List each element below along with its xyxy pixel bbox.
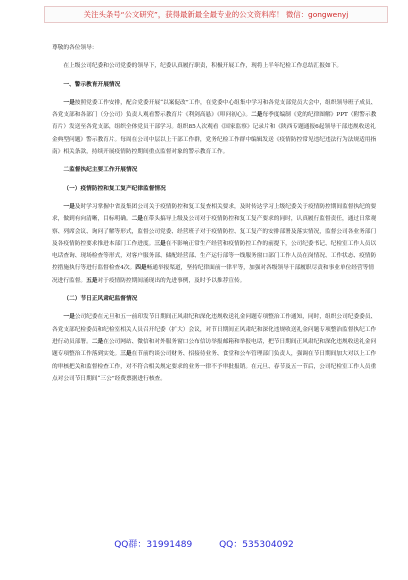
text-span: 对于疫情防控期间涌现出的先进事例，及时予以推荐宣传。 — [97, 277, 246, 284]
text-span: 在公司网站、微信和对外服务窗口公布信访举报邮箱和举报电话，把节日期间正风肃纪和深化违规收送礼金问题专项整治工作落到实处。 — [52, 338, 377, 358]
promo-banner: 关注头条号“公文研究”，获得最新最全最专业的公文资料库！ 微信：gongwenyj — [44, 6, 388, 23]
point-marker: 三是 — [120, 351, 132, 358]
document-body — [52, 42, 378, 385]
section-1-paragraph — [52, 97, 378, 158]
point-marker: 一是 — [63, 203, 75, 210]
point-marker: 二是 — [131, 216, 143, 223]
section-2-title: 二监督执纪主要工作开展情况 — [63, 167, 138, 174]
section-2-2-paragraph — [52, 311, 378, 385]
point-marker: 二是 — [251, 112, 263, 119]
qq-number: QQ：535304092 — [219, 540, 294, 550]
footer-contact — [0, 537, 408, 550]
point-marker: 一是 — [63, 99, 75, 106]
text-span: 畅通举报渠道，坚持纪律面前一律平等，加强对各级领导干部履职尽责和事业单位经营等情况进行监督。 — [52, 265, 375, 284]
point-marker: 三是 — [154, 240, 166, 247]
qq-group: QQ群：31991489 — [114, 540, 193, 550]
text-span: 每季度编制《党的纪律图解》PPT（附警示教育片）发送至各党支部，组织全体党员干部学习。组织85人次观看《国家监察》记录片和《陕西专题通报6起领导干部违规收送礼金典型问题》警示教育片。每周在公司中层以上干部工作群，党务纪检工作群中编辑发送《疫情防控常见违纪违法行为法规适用指南》相关条款，持续开展疫情防控期间重点监督对象的警示教育工作。 — [52, 112, 377, 156]
section-2-1-paragraph — [52, 201, 378, 287]
point-marker: 一是 — [63, 314, 75, 321]
point-marker: 四是 — [135, 265, 147, 272]
text-span: 按照党委工作安排，配合党委开展“以案促改”工作，在党委中心组集中学习和各党支部党员大会中，组织领导班子成员、各党支部和各部门（分公司）负责人观看警示教育片《利剑高悬》《叩问初心》。 — [52, 99, 377, 119]
section-2-2-subtitle: （二）节日正风肃纪监督情况 — [63, 296, 138, 303]
text-span: 在节前约谈公司财务、招接待业务、食堂和公车管理部门负责人，强调在节日期间加大对以上工作的审核把关和监督检查工作，对不符合相关规定要求的业务一律不予审批报销。在元旦、春节及五一节后，公司纪检室工作人员重点对公司节日期间“三公”经费票据进行核查。 — [52, 351, 377, 382]
text-span: 公司纪委在元旦和五一前印发节日期间正风肃纪和深化违规收送礼金问题专项整治工作通知，同时，组织公司纪委委员、各党支部纪检委员和纪检室相关人员召开纪委（扩大）会议，对节日期间正风肃纪和深化违规收送礼金问题专项整治监督执纪工作进行动员部署。 — [52, 314, 377, 345]
text-span: 在不影响正常生产经营和疫情防控工作的前提下，公司纪委书记、纪检室工作人员以电话查询、现场检查等形式，对客户服务部、储配经营部、生产运行部等一线服务窗口部门工作人员在岗情况、工作状态、疫情防控措施执行等进行监督检查4次。 — [52, 240, 377, 272]
text-span: 在带头搞导上级及公司对于疫情防控和复工复产要求的同时，认真履行监督责任，通过日常观察、列席会议、询问了解等形式，监督公司党委、经营班子对于疫情防控、复工复产的安排部署及落实情况，监督公司各业务部门及各疫情防控要求推进本部门工作进度。 — [52, 216, 377, 247]
section-1-title: 一、警示教育开展情况 — [63, 81, 121, 88]
point-marker: 二是 — [91, 338, 104, 345]
greeting: 尊敬的各位领导： — [52, 45, 98, 51]
section-2-1-subtitle: （一）疫情防控和复工复产纪律监督情况 — [63, 185, 166, 192]
point-marker: 五是 — [86, 277, 98, 284]
intro-paragraph: 在上级公司纪委和公司党委的领导下，纪委认真履行职责，积极开展工作，现将上半年纪检工作总结汇报如下。 — [63, 63, 343, 70]
text-span: 及时学习掌握中省及集团公司关于疫情防控和复工复查相关要求，及时传达学习上级纪委关于疫情防控期间监督执纪的要求，做到有向清晰，目标明确。 — [52, 203, 377, 223]
